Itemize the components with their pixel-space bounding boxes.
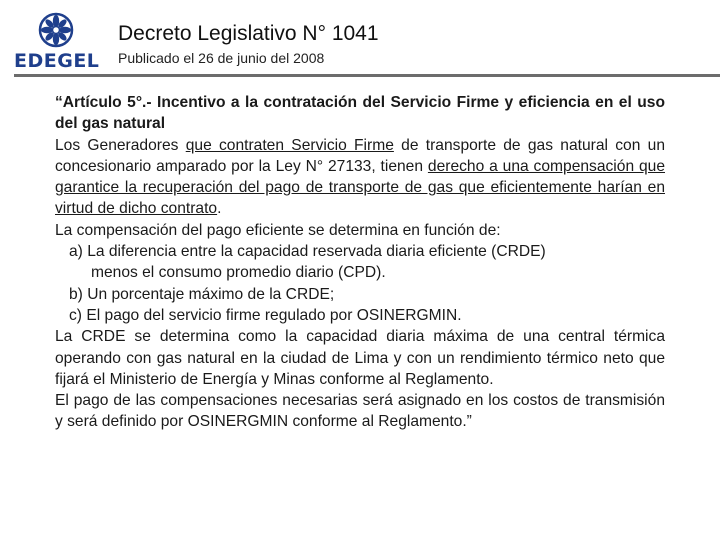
item-a-line-2: menos el consumo promedio diario (CPD). <box>91 264 386 282</box>
article-body <box>55 92 665 433</box>
page-title: Decreto Legislativo N° 1041 <box>118 22 379 45</box>
header <box>0 0 720 80</box>
paragraph-3: La CRDE se determina como la capacidad diaria máxima de una central térmica operando con gas natural en la ciudad de Lima y con un rendimiento térmico neto que fijará el Ministerio de Energía y Minas conforme al Reglamento. <box>55 328 665 388</box>
p1-text-b: de transporte de gas natural con un concesionario amparado por la Ley N° 27133, tienen <box>55 136 666 175</box>
edegel-logo <box>14 12 98 72</box>
list-item-c: c) El pago del servicio firme regulado por OSINERGMIN. <box>69 306 462 324</box>
paragraph-1 <box>55 135 665 220</box>
p1-text-c: . <box>217 200 222 218</box>
list-item-b: b) Un porcentaje máximo de la CRDE; <box>69 285 335 303</box>
list-item-a <box>55 241 665 284</box>
logo-text: EDEGEL <box>14 50 100 72</box>
p1-text-a: Los Generadores <box>55 136 186 154</box>
paragraph-2: La compensación del pago eficiente se determina en función de: <box>55 221 501 239</box>
header-divider <box>14 74 720 77</box>
page-subtitle: Publicado el 26 de junio del 2008 <box>118 50 325 66</box>
item-a-line-1: a) La diferencia entre la capacidad reservada diaria eficiente (CRDE) <box>69 243 546 261</box>
article-title: “Artículo 5°.- Incentivo a la contratación del Servicio Firme y eficiencia en el uso del gas natural <box>55 94 665 133</box>
paragraph-4: El pago de las compensaciones necesarias será asignado en los costos de transmisión y será definido por OSINERGMIN conforme al Reglamento.” <box>55 392 665 431</box>
p1-underlined-1: que contraten Servicio Firme <box>185 136 394 154</box>
p1-underlined-2: derecho a una compensación que garantice la recuperación del pago de transporte de gas que eficientemente harían en virtud de dicho contrato <box>55 157 665 218</box>
logo-emblem-icon <box>38 12 74 48</box>
